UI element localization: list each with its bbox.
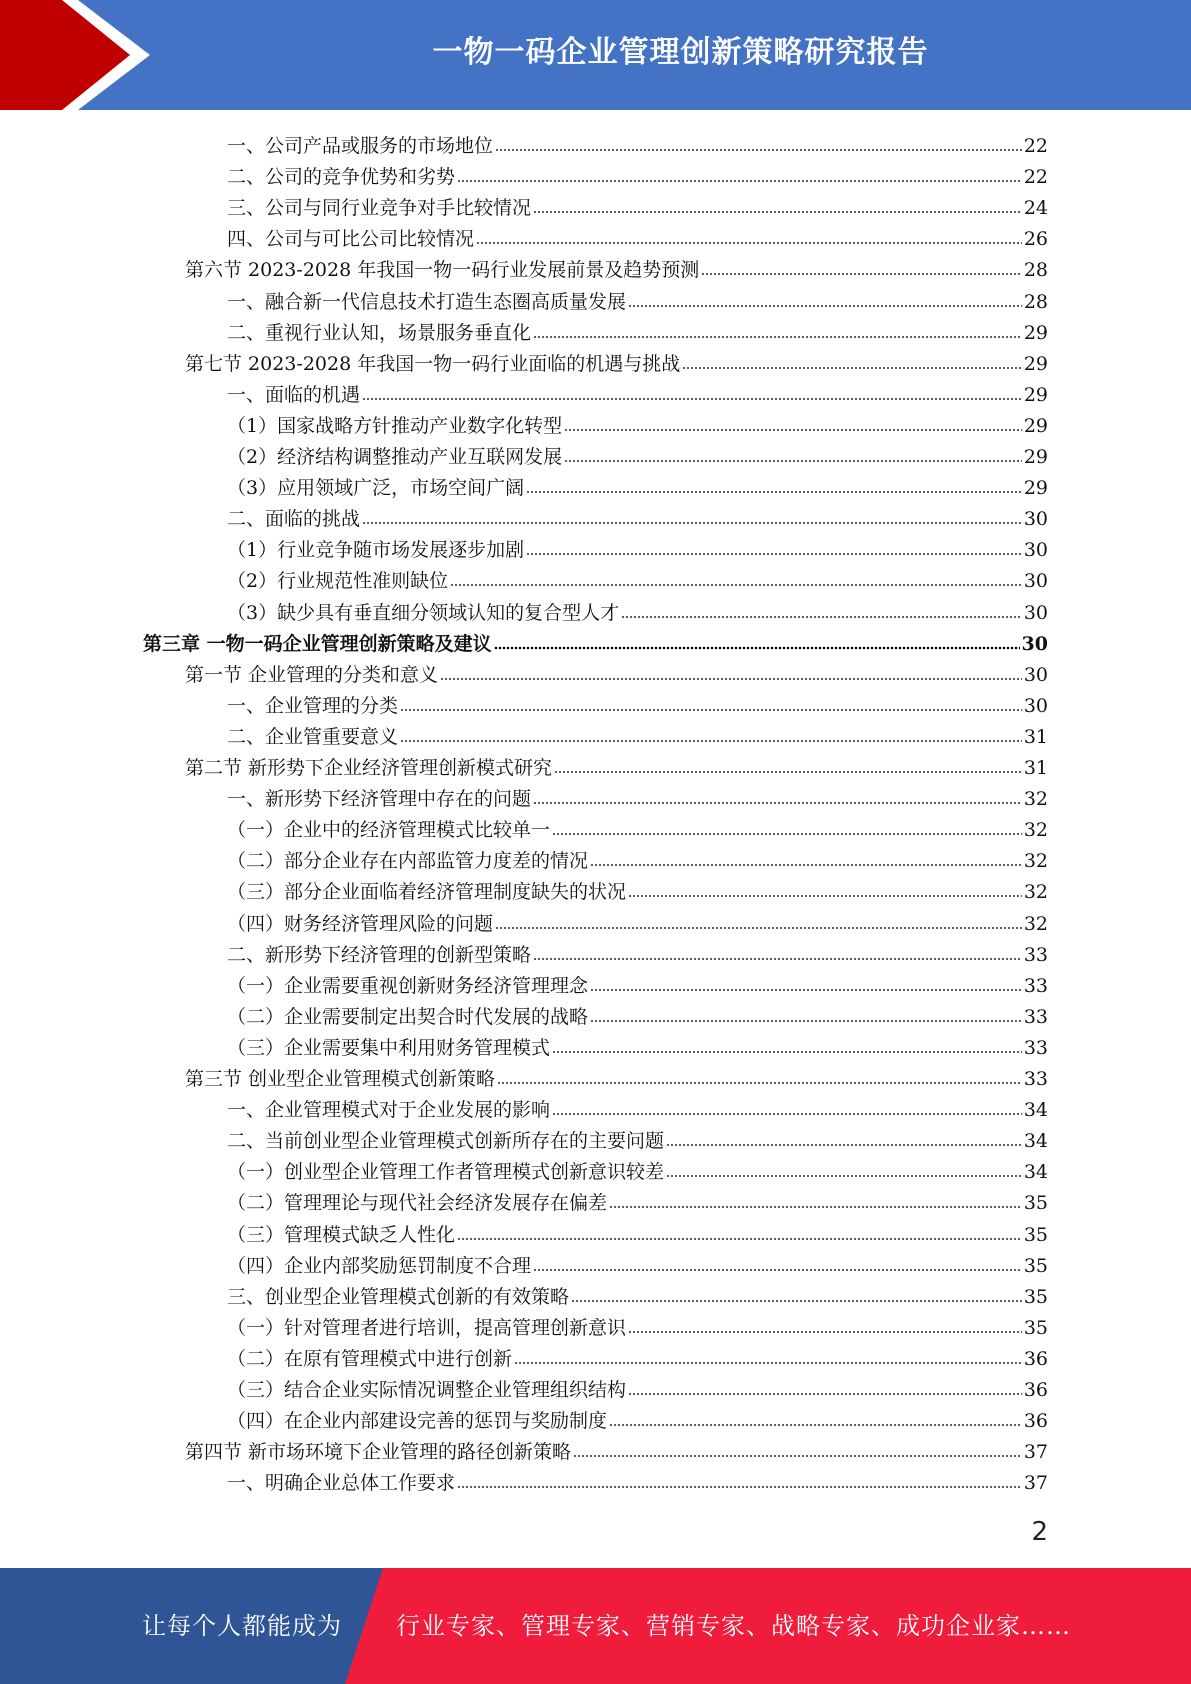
toc-entry-page: 35 [1023,1285,1048,1308]
toc-dot-leader [590,1018,1022,1024]
toc-entry-label: （四）财务经济管理风险的问题 [227,912,494,935]
toc-dot-leader [552,1111,1022,1117]
toc-entry[interactable] [185,251,1048,282]
toc-entry-page: 33 [1023,1068,1048,1090]
toc-entry[interactable] [227,1122,1048,1153]
toc-entry-page: 26 [1023,228,1048,251]
toc-entry[interactable] [143,625,1048,656]
toc-entry-page: 29 [1023,321,1048,344]
toc-entry[interactable] [227,1216,1048,1247]
toc-entry-label: 一、融合新一代信息技术打造生态圈高质量发展 [227,290,627,313]
toc-entry-page: 34 [1023,1130,1048,1153]
toc-entry-page: 36 [1023,1347,1048,1370]
toc-entry-page: 29 [1023,446,1048,468]
toc-entry-page: 35 [1023,1316,1048,1339]
toc-entry-label: （四）企业内部奖励惩罚制度不合理 [227,1254,532,1277]
toc-entry-label: （二）企业需要制定出契合时代发展的战略 [227,1005,589,1028]
header-red-block [0,0,150,110]
toc-dot-leader [621,614,1022,620]
toc-entry[interactable] [227,1029,1048,1060]
toc-entry-page: 29 [1023,383,1048,406]
toc-entry-label: 第六节 2023-2028 年我国一物一码行业发展前景及趋势预测 [185,259,700,282]
toc-entry-label: （二）管理理论与现代社会经济发展存在偏差 [227,1192,608,1215]
toc-entry-label: 第三章 一物一码企业管理创新策略及建议 [143,632,492,655]
toc-dot-leader [400,738,1022,744]
toc-entry-page: 35 [1023,1223,1048,1246]
toc-entry-label: （3）应用领域广泛，市场空间广阔 [227,477,525,500]
toc-dot-leader [701,271,1022,277]
toc-entry[interactable] [227,531,1048,562]
toc-entry-page: 22 [1023,135,1048,157]
toc-entry-page: 28 [1023,290,1048,313]
toc-entry-label: （二）部分企业存在内部监管力度差的情况 [227,850,589,873]
toc-entry[interactable] [227,438,1048,469]
toc-entry[interactable] [227,562,1048,593]
header-banner [0,0,1191,110]
report-title: 一物一码企业管理创新策略研究报告 [432,35,929,70]
toc-dot-leader [526,551,1022,557]
toc-entry-label: 二、公司的竞争优势和劣势 [227,166,456,189]
toc-entry-page: 29 [1023,414,1048,437]
toc-entry-page: 31 [1023,757,1048,779]
toc-dot-leader [609,1422,1022,1428]
toc-entry-label: （3）缺少具有垂直细分领域认知的复合型人才 [227,601,620,624]
toc-entry[interactable] [227,1309,1048,1340]
toc-entry-page: 34 [1023,1099,1048,1122]
toc-entry-page: 30 [1023,694,1048,717]
toc-entry-page: 33 [1023,1005,1048,1028]
toc-dot-leader [609,1204,1022,1210]
toc-entry-label: （1）行业竞争随市场发展逐步加剧 [227,539,525,562]
toc-dot-leader [440,676,1022,682]
toc-entry-label: 一、面临的机遇 [227,383,361,406]
toc-entry[interactable] [227,780,1048,811]
toc-entry[interactable] [185,749,1048,780]
toc-entry-label: 一、明确企业总体工作要求 [227,1472,456,1495]
toc-dot-leader [590,987,1022,993]
toc-entry[interactable] [227,594,1048,625]
toc-entry[interactable] [227,500,1048,531]
toc-entry[interactable] [227,1402,1048,1433]
toc-entry-label: （一）企业需要重视创新财务经济管理理念 [227,974,589,997]
toc-entry[interactable] [227,873,1048,904]
toc-entry[interactable] [185,656,1048,687]
toc-entry-page: 36 [1023,1379,1048,1401]
toc-dot-leader [494,645,1020,651]
toc-dot-leader [628,303,1022,309]
toc-entry[interactable] [227,687,1048,718]
toc-entry-page: 29 [1023,352,1048,375]
toc-dot-leader [666,1142,1022,1148]
toc-entry-label: （三）结合企业实际情况调整企业管理组织结构 [227,1379,627,1401]
toc-entry-label: 第一节 企业管理的分类和意义 [185,663,439,686]
toc-entry-label: （三）部分企业面临着经济管理制度缺失的状况 [227,881,627,904]
toc-entry[interactable] [227,967,1048,998]
toc-entry-page: 32 [1023,850,1048,873]
toc-entry-page: 31 [1023,725,1048,748]
toc-dot-leader [533,334,1022,340]
toc-entry[interactable] [227,1340,1048,1371]
toc-entry-page: 35 [1023,1192,1048,1215]
toc-dot-leader [533,800,1022,806]
toc-entry-label: 二、企业管重要意义 [227,725,399,748]
toc-entry-label: 三、公司与同行业竞争对手比较情况 [227,197,532,220]
toc-entry-label: 第七节 2023-2028 年我国一物一码行业面临的机遇与挑战 [185,352,681,375]
toc-entry[interactable] [185,345,1048,376]
toc-entry[interactable] [227,1091,1048,1122]
toc-entry[interactable] [227,1464,1048,1495]
toc-dot-leader [533,1267,1022,1273]
toc-entry[interactable] [185,1060,1048,1091]
toc-dot-leader [552,831,1022,837]
toc-entry-page: 30 [1023,663,1048,686]
toc-entry-page: 36 [1023,1410,1048,1433]
toc-entry[interactable] [227,469,1048,500]
toc-entry-label: 一、企业管理模式对于企业发展的影响 [227,1099,551,1122]
toc-entry-page: 30 [1023,539,1048,562]
toc-entry-label: （2）行业规范性准则缺位 [227,570,449,593]
toc-entry-label: 第四节 新市场环境下企业管理的路径创新策略 [185,1441,572,1464]
toc-dot-leader [495,925,1022,931]
toc-entry-page: 37 [1023,1472,1048,1495]
toc-dot-leader [400,707,1022,713]
page-number: 2 [1031,1517,1048,1547]
toc-entry[interactable] [227,811,1048,842]
toc-entry-label: 三、创业型企业管理模式创新的有效策略 [227,1285,570,1308]
toc-dot-leader [514,1360,1022,1366]
toc-dot-leader [628,1391,1022,1397]
toc-entry-label: 一、新形势下经济管理中存在的问题 [227,788,532,811]
toc-dot-leader [457,178,1022,184]
footer-slogan-right: 行业专家、管理专家、营销专家、战略专家、成功企业家…… [396,1612,1071,1640]
toc-entry-label: 一、公司产品或服务的市场地位 [227,135,494,157]
toc-entry-page: 30 [1023,570,1048,593]
toc-entry-page: 29 [1023,477,1048,500]
toc-entry-label: 二、重视行业认知，场景服务垂直化 [227,321,532,344]
toc-dot-leader [457,1484,1022,1490]
toc-dot-leader [450,582,1022,588]
toc-entry[interactable] [227,314,1048,345]
toc-dot-leader [666,1173,1022,1179]
toc-dot-leader [552,1049,1022,1055]
toc-dot-leader [571,1298,1022,1304]
toc-entry[interactable] [227,127,1048,158]
toc-dot-leader [497,1080,1022,1086]
toc-entry[interactable] [227,905,1048,936]
toc-entry-label: 二、新形势下经济管理的创新型策略 [227,943,532,966]
toc-entry[interactable] [227,283,1048,314]
toc-entry-page: 30 [1023,508,1048,531]
toc-entry[interactable] [185,1433,1048,1464]
toc-entry-label: （2）经济结构调整推动产业互联网发展 [227,446,563,468]
toc-dot-leader [573,1453,1022,1459]
toc-entry-page: 22 [1023,166,1048,189]
toc-dot-leader [362,520,1022,526]
toc-dot-leader [628,893,1022,899]
toc-dot-leader [564,458,1022,464]
toc-entry-page: 30 [1023,601,1048,624]
toc-entry-label: （三）企业需要集中利用财务管理模式 [227,1036,551,1059]
toc-entry-label: （二）在原有管理模式中进行创新 [227,1347,513,1370]
toc-entry[interactable] [227,1247,1048,1278]
toc-entry-label: （一）企业中的经济管理模式比较单一 [227,819,551,842]
toc-entry-page: 35 [1023,1254,1048,1277]
toc-dot-leader [495,147,1022,153]
toc-entry[interactable] [227,998,1048,1029]
toc-entry-page: 33 [1023,974,1048,997]
toc-entry-label: 四、公司与可比公司比较情况 [227,228,475,251]
toc-dot-leader [476,240,1022,246]
toc-entry[interactable] [227,936,1048,967]
toc-dot-leader [682,365,1022,371]
toc-entry-label: （1）国家战略方针推动产业数字化转型 [227,414,563,437]
toc-entry-page: 32 [1023,788,1048,811]
toc-entry-page: 33 [1023,1036,1048,1059]
toc-entry[interactable] [227,1153,1048,1184]
toc-entry-label: （一）创业型企业管理工作者管理模式创新意识较差 [227,1161,665,1184]
toc-entry-label: （四）在企业内部建设完善的惩罚与奖励制度 [227,1410,608,1433]
toc-entry-page: 37 [1023,1441,1048,1464]
toc-entry-page: 24 [1023,197,1048,220]
toc-entry[interactable] [227,1184,1048,1215]
toc-dot-leader [533,956,1022,962]
toc-entry[interactable] [227,718,1048,749]
toc-dot-leader [590,862,1022,868]
toc-entry-label: （三）管理模式缺乏人性化 [227,1223,456,1246]
toc-entry-page: 32 [1023,881,1048,904]
toc-entry-page: 28 [1023,259,1048,282]
toc-entry[interactable] [227,407,1048,438]
toc-entry[interactable] [227,1371,1048,1402]
toc-dot-leader [362,396,1022,402]
footer-slogan-left: 让每个人都能成为 [142,1612,342,1640]
toc-entry-page: 34 [1023,1161,1048,1184]
toc-entry-page: 32 [1023,819,1048,842]
toc-entry[interactable] [227,189,1048,220]
toc-entry-label: 第二节 新形势下企业经济管理创新模式研究 [185,757,553,779]
toc-dot-leader [457,1236,1022,1242]
toc-entry-page: 32 [1023,912,1048,935]
toc-entry-page: 33 [1023,943,1048,966]
toc-entry-label: 一、企业管理的分类 [227,694,399,717]
toc-entry-label: 二、当前创业型企业管理模式创新所存在的主要问题 [227,1130,665,1153]
toc-entry[interactable] [227,842,1048,873]
toc-entry-label: 第三节 创业型企业管理模式创新策略 [185,1068,496,1090]
toc-dot-leader [554,769,1022,775]
toc-dot-leader [564,427,1022,433]
toc-entry[interactable] [227,220,1048,251]
toc-entry-page: 30 [1021,632,1048,655]
toc-dot-leader [628,1329,1022,1335]
toc-entry-label: （一）针对管理者进行培训，提高管理创新意识 [227,1316,627,1339]
toc-entry[interactable] [227,1278,1048,1309]
toc-dot-leader [526,489,1022,495]
footer-banner [0,1568,1191,1684]
toc-entry[interactable] [227,376,1048,407]
toc-entry-label: 二、面临的挑战 [227,508,361,531]
toc-entry[interactable] [227,158,1048,189]
toc-dot-leader [533,209,1022,215]
